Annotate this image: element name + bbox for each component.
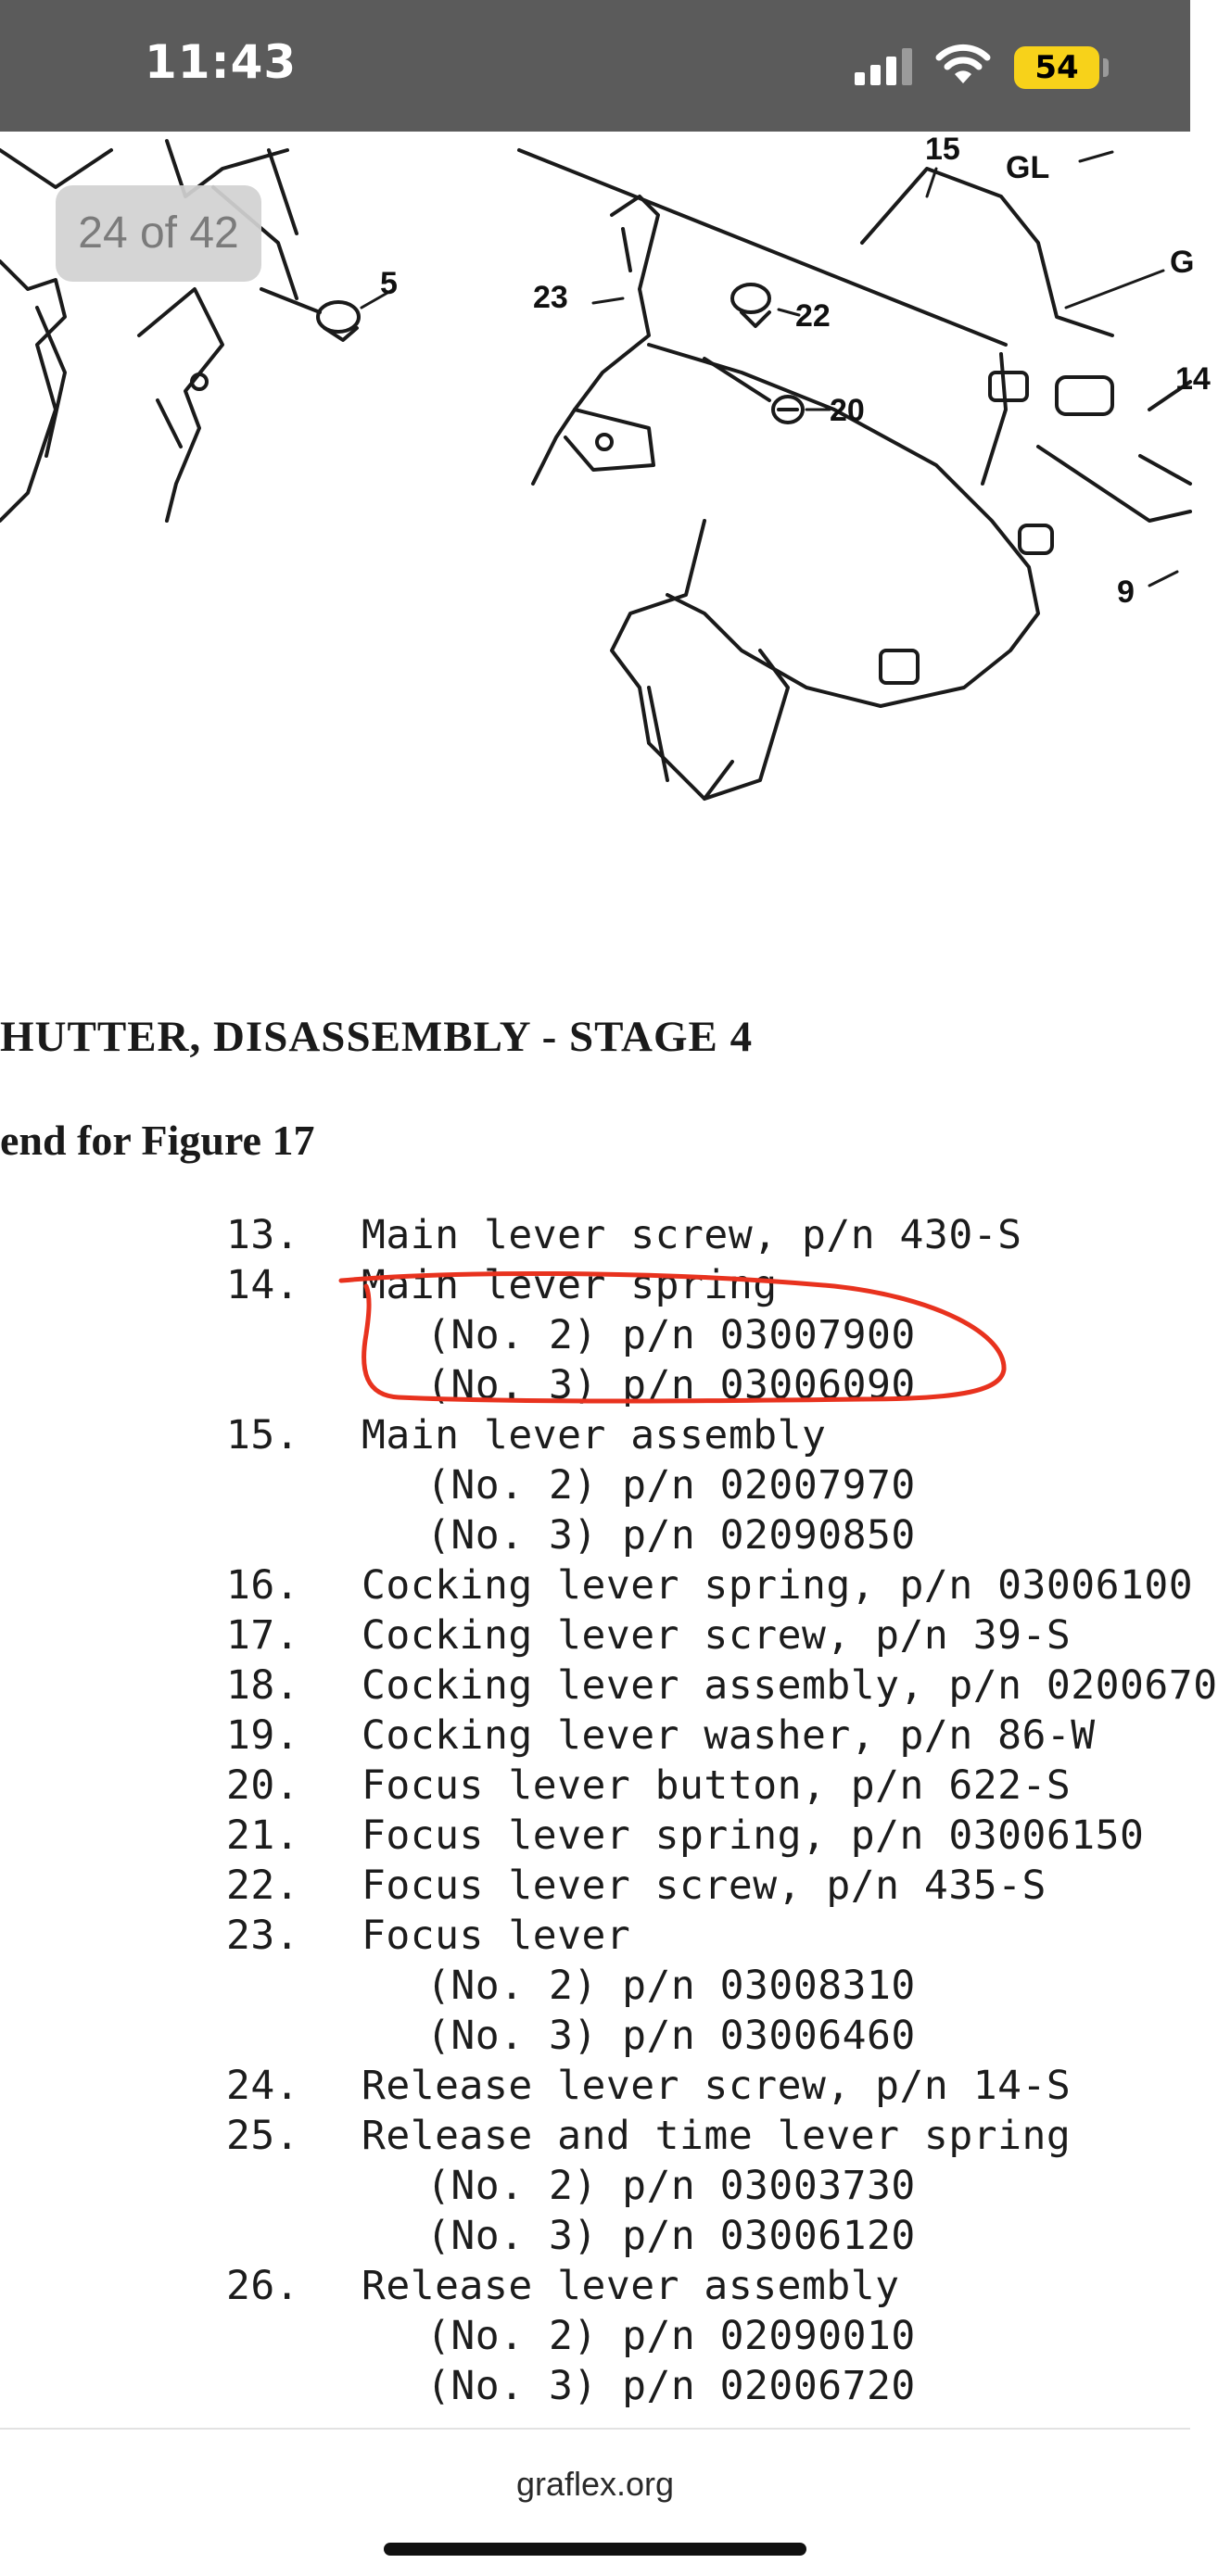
part-variant: [0, 1961, 1190, 2011]
part-number: 19.: [226, 1712, 300, 1759]
part-number: 15.: [226, 1412, 300, 1458]
part-entry: [0, 1610, 1190, 1661]
status-time: 11:43: [145, 35, 298, 89]
callout-22: 22: [795, 298, 831, 334]
part-variant-number: (No. 2) p/n 02090010: [426, 2313, 916, 2359]
part-description: Cocking lever screw, p/n 39-S: [362, 1612, 1072, 1659]
part-description: Release lever assembly: [362, 2263, 900, 2309]
callout-gl: GL: [1006, 150, 1050, 185]
part-number: 18.: [226, 1662, 300, 1709]
part-description: Release lever screw, p/n 14-S: [362, 2063, 1072, 2109]
part-description: Focus lever screw, p/n 435-S: [362, 1863, 1047, 1909]
part-entry: [0, 1861, 1190, 1911]
figure-title: HUTTER, DISASSEMBLY - STAGE 4: [0, 1013, 754, 1061]
battery-level: 54: [1034, 49, 1079, 86]
part-entry: [0, 1811, 1190, 1861]
part-variant: [0, 1460, 1190, 1510]
part-number: 22.: [226, 1863, 300, 1909]
part-number: 24.: [226, 2063, 300, 2109]
part-entry: [0, 1761, 1190, 1811]
part-entry: [0, 1210, 1190, 1260]
part-entry: [0, 1711, 1190, 1761]
part-entry: [0, 2111, 1190, 2161]
part-number: 26.: [226, 2263, 300, 2309]
part-number: 21.: [226, 1812, 300, 1859]
part-description: Main lever screw, p/n 430-S: [362, 1212, 1022, 1258]
browser-bottom-bar: [0, 2428, 1190, 2576]
callout-15: 15: [925, 132, 960, 167]
part-entry: [0, 2061, 1190, 2111]
part-description: Release and time lever spring: [362, 2113, 1072, 2159]
part-variant-number: (No. 2) p/n 02007970: [426, 1462, 916, 1509]
part-description: Focus lever button, p/n 622-S: [362, 1762, 1072, 1809]
part-entry: [0, 1410, 1190, 1460]
part-number: 14.: [226, 1262, 300, 1308]
part-description: Cocking lever spring, p/n 03006100: [362, 1562, 1194, 1609]
part-variant: [0, 2361, 1190, 2411]
part-variant: [0, 2161, 1190, 2211]
part-variant: [0, 1360, 1190, 1410]
part-number: 25.: [226, 2113, 300, 2159]
home-indicator[interactable]: [384, 2543, 806, 2556]
part-variant-number: (No. 2) p/n 03008310: [426, 1963, 916, 2009]
page-counter: 24 of 42: [56, 185, 261, 282]
part-entry: [0, 1661, 1218, 1711]
battery-tip: [1103, 58, 1109, 77]
status-bar: [0, 0, 1190, 132]
part-description: Cocking lever washer, p/n 86-W: [362, 1712, 1096, 1759]
document-page[interactable]: [0, 132, 1218, 2428]
part-number: 13.: [226, 1212, 300, 1258]
part-number: 20.: [226, 1762, 300, 1809]
part-description: Focus lever: [362, 1913, 631, 1959]
part-variant: [0, 2011, 1190, 2061]
callout-g: G: [1170, 245, 1195, 280]
part-entry: [0, 1911, 1190, 1961]
legend-heading: end for Figure 17: [0, 1117, 315, 1164]
battery-indicator: [1014, 46, 1099, 89]
part-variant: [0, 1510, 1190, 1560]
wifi-icon: [934, 43, 992, 87]
part-variant-number: (No. 2) p/n 03007900: [426, 1312, 916, 1358]
callout-20: 20: [830, 393, 865, 428]
parts-legend-list: [0, 1210, 1218, 2411]
part-entry: [0, 2261, 1190, 2311]
part-variant: [0, 2311, 1190, 2361]
part-variant-number: (No. 3) p/n 03006460: [426, 2013, 916, 2059]
part-variant-number: (No. 2) p/n 03003730: [426, 2163, 916, 2209]
part-variant: [0, 1310, 1190, 1360]
part-number: 16.: [226, 1562, 300, 1609]
part-variant-number: (No. 3) p/n 02006720: [426, 2363, 916, 2409]
cellular-signal-icon: [855, 48, 916, 85]
callout-23: 23: [533, 280, 568, 315]
callout-14: 14: [1175, 361, 1211, 397]
part-description: Main lever assembly: [362, 1412, 827, 1458]
part-description: Cocking lever assembly, p/n 0200670: [362, 1662, 1218, 1709]
part-description: Focus lever spring, p/n 03006150: [362, 1812, 1145, 1859]
part-number: 23.: [226, 1913, 300, 1959]
part-number: 17.: [226, 1612, 300, 1659]
part-variant-number: (No. 3) p/n 03006120: [426, 2213, 916, 2259]
part-description: Main lever spring: [362, 1262, 778, 1308]
part-variant-number: (No. 3) p/n 03006090: [426, 1362, 916, 1408]
callout-9: 9: [1117, 575, 1135, 610]
part-entry: [0, 1560, 1194, 1610]
part-variant: [0, 2211, 1190, 2261]
part-variant-number: (No. 3) p/n 02090850: [426, 1512, 916, 1559]
part-entry: [0, 1260, 1190, 1310]
callout-5: 5: [380, 266, 398, 301]
url-label[interactable]: graflex.org: [515, 2465, 675, 2503]
